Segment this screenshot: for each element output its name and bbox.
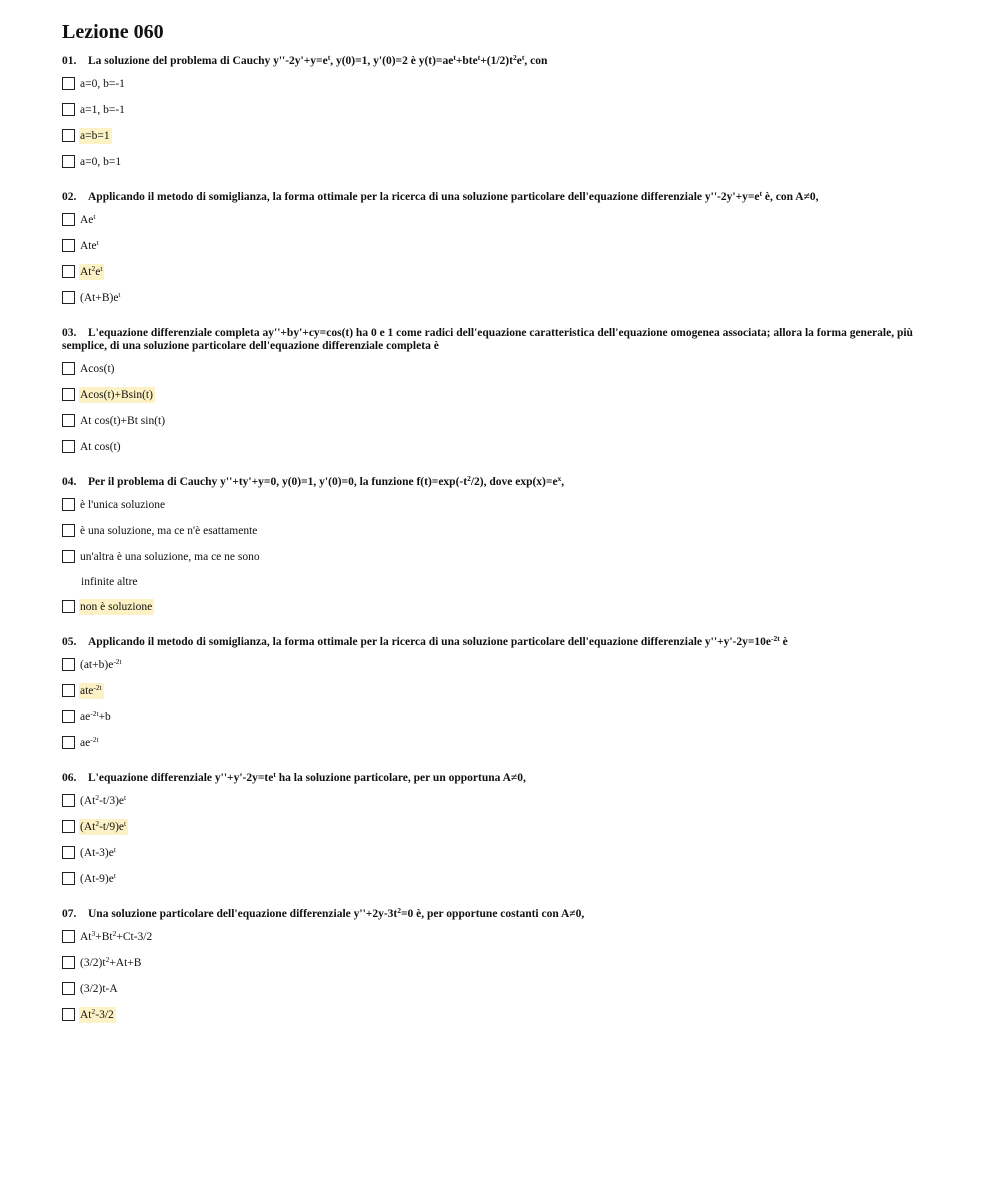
answer-option[interactable] xyxy=(62,930,942,946)
answer-label: Ate$^t$ xyxy=(80,238,99,252)
correct-answer-label: non è soluzione xyxy=(80,601,153,613)
question-1 xyxy=(62,55,942,191)
answer-label: a=1, b=-1 xyxy=(80,104,125,116)
answer-checkbox[interactable] xyxy=(62,956,75,969)
question-body: Applicando il metodo di somiglianza, la forma ottimale per la ricerca di una soluzione particolare dell'equazione differenziale $y''+y'-2y=10e^{-2t}$ è xyxy=(88,634,788,648)
answer-checkbox[interactable] xyxy=(62,265,75,278)
answer-checkbox[interactable] xyxy=(62,414,75,427)
answer-option[interactable] xyxy=(62,129,942,145)
question-6 xyxy=(62,772,942,908)
answer-option[interactable] xyxy=(62,155,942,171)
correct-answer-label: a=b=1 xyxy=(80,130,110,142)
answer-option[interactable] xyxy=(62,794,942,810)
correct-answer-label: $(At^2-t/9)e^t$ xyxy=(80,819,127,833)
answer-checkbox[interactable] xyxy=(62,684,75,697)
answer-option[interactable] xyxy=(62,846,942,862)
answer-label: $At^3+Bt^2+Ct-3/2$ xyxy=(80,929,153,943)
answer-option[interactable] xyxy=(62,982,942,998)
question-5 xyxy=(62,636,942,772)
answer-label: un'altra è una soluzione, ma ce ne sono xyxy=(80,551,260,563)
question-body: Per il problema di Cauchy y''+ty'+y=0, y(0)=1, y'(0)=0, la funzione $f(t)=\exp(-t^2/2)$, dove $\exp(x)=e^x$, xyxy=(88,474,565,488)
question-spacer xyxy=(62,466,942,476)
answer-option[interactable] xyxy=(62,291,942,307)
correct-answer-label: At$^2$-3/2 xyxy=(80,1007,114,1021)
answer-option[interactable] xyxy=(62,1008,942,1024)
answer-checkbox[interactable] xyxy=(62,846,75,859)
answer-option[interactable] xyxy=(62,498,942,514)
answer-checkbox[interactable] xyxy=(62,440,75,453)
answer-label: (3/2)t-A xyxy=(80,983,118,995)
answer-label: $ae^{-2t}$ xyxy=(80,735,99,749)
question-number: 02. xyxy=(62,191,77,203)
question-text xyxy=(62,55,942,68)
answer-label: è l'unica soluzione xyxy=(80,499,166,511)
answer-label-continuation: infinite altre xyxy=(81,576,138,588)
answer-label: Ae$^t$ xyxy=(80,212,96,226)
answer-checkbox[interactable] xyxy=(62,524,75,537)
answer-checkbox[interactable] xyxy=(62,498,75,511)
answer-option[interactable] xyxy=(62,956,942,972)
question-spacer xyxy=(62,898,942,908)
question-spacer xyxy=(62,762,942,772)
answer-checkbox[interactable] xyxy=(62,155,75,168)
answer-checkbox[interactable] xyxy=(62,600,75,613)
answer-option[interactable] xyxy=(62,658,942,674)
answer-label: $(At+B)e^t$ xyxy=(80,290,121,304)
question-number: 04. xyxy=(62,476,77,488)
answer-checkbox[interactable] xyxy=(62,550,75,563)
answer-label: $(3/2)t^2+At+B$ xyxy=(80,955,142,969)
answer-checkbox[interactable] xyxy=(62,1008,75,1021)
answer-option[interactable] xyxy=(62,362,942,378)
question-spacer xyxy=(62,626,942,636)
question-text xyxy=(62,636,942,649)
answer-label: a=0, b=1 xyxy=(80,156,122,168)
answer-checkbox[interactable] xyxy=(62,362,75,375)
answer-checkbox[interactable] xyxy=(62,872,75,885)
answer-option[interactable] xyxy=(62,600,942,616)
answer-checkbox[interactable] xyxy=(62,388,75,401)
question-body: Applicando il metodo di somiglianza, la forma ottimale per la ricerca di una soluzione particolare dell'equazione differenziale $y''-2y'+y=e^t$ è, con A≠0, xyxy=(88,189,819,203)
question-spacer xyxy=(62,1034,942,1044)
answer-label: $(At-9)e^t$ xyxy=(80,871,116,885)
answer-label: Acos(t) xyxy=(80,363,115,375)
answer-checkbox[interactable] xyxy=(62,982,75,995)
question-2 xyxy=(62,191,942,327)
question-number: 07. xyxy=(62,908,77,920)
answer-checkbox[interactable] xyxy=(62,820,75,833)
question-number: 01. xyxy=(62,55,77,67)
question-text xyxy=(62,908,942,921)
answer-option[interactable] xyxy=(62,736,942,752)
question-text xyxy=(62,191,942,204)
answer-option[interactable] xyxy=(62,239,942,255)
question-body: Una soluzione particolare dell'equazione differenziale $y''+2y-3t^2=0$ è, per opportune costanti con A≠0, xyxy=(88,906,585,920)
answer-option[interactable] xyxy=(62,710,942,726)
answer-option[interactable] xyxy=(62,524,942,540)
answer-label: $(at+b)e^{-2t}$ xyxy=(80,657,122,671)
question-spacer xyxy=(62,317,942,327)
question-list xyxy=(62,55,942,1044)
question-7 xyxy=(62,908,942,1044)
question-3 xyxy=(62,327,942,476)
answer-label: At cos(t) xyxy=(80,441,121,453)
answer-label: $(At^2-t/3)e^t$ xyxy=(80,793,127,807)
answer-option[interactable] xyxy=(62,388,942,404)
answer-checkbox[interactable] xyxy=(62,658,75,671)
answer-option[interactable] xyxy=(62,77,942,93)
document-page xyxy=(62,20,942,1044)
question-text xyxy=(62,327,942,353)
answer-option[interactable] xyxy=(62,820,942,836)
question-body: La soluzione del problema di Cauchy $y''-2y'+y=e^t$, y(0)=1, y'(0)=2 è $y(t)=ae^t+bte^t+(1/2)t^2e^t$, con xyxy=(88,53,548,67)
answer-checkbox[interactable] xyxy=(62,710,75,723)
answer-option[interactable] xyxy=(62,872,942,888)
answer-option[interactable] xyxy=(62,550,942,566)
correct-answer-label: ate$^{-2t}$ xyxy=(80,683,102,697)
question-text xyxy=(62,772,942,785)
answer-label: At cos(t)+Bt sin(t) xyxy=(80,415,166,427)
question-number: 05. xyxy=(62,636,77,648)
answer-label: $ae^{-2t}+b$ xyxy=(80,709,111,723)
question-number: 06. xyxy=(62,772,77,784)
answer-checkbox[interactable] xyxy=(62,291,75,304)
question-number: 03. xyxy=(62,327,77,339)
answer-label: $(At-3)e^t$ xyxy=(80,845,116,859)
answer-label: è una soluzione, ma ce n'è esattamente xyxy=(80,525,258,537)
question-4 xyxy=(62,476,942,636)
answer-checkbox[interactable] xyxy=(62,77,75,90)
answer-label: a=0, b=-1 xyxy=(80,78,125,90)
answer-checkbox[interactable] xyxy=(62,794,75,807)
answer-option[interactable] xyxy=(62,213,942,229)
answer-option[interactable] xyxy=(62,265,942,281)
answer-checkbox[interactable] xyxy=(62,213,75,226)
question-body: L'equazione differenziale completa ay''+by'+cy=cos(t) ha 0 e 1 come radici dell'equazione caratteristica dell'equazione omogenea associata; allora la forma generale, più semplice, di una soluzione particolare dell'equazione differenziale completa è xyxy=(62,327,913,352)
answer-checkbox[interactable] xyxy=(62,239,75,252)
answer-option[interactable] xyxy=(62,103,942,119)
correct-answer-label: $At^2e^t$ xyxy=(80,264,103,278)
answer-option[interactable] xyxy=(62,414,942,430)
question-spacer xyxy=(62,181,942,191)
answer-checkbox[interactable] xyxy=(62,930,75,943)
question-text xyxy=(62,476,942,489)
answer-option[interactable] xyxy=(62,684,942,700)
correct-answer-label: Acos(t)+Bsin(t) xyxy=(80,389,153,401)
page-title: Lezione 060 xyxy=(62,21,164,43)
answer-checkbox[interactable] xyxy=(62,736,75,749)
answer-option[interactable] xyxy=(62,440,942,456)
answer-checkbox[interactable] xyxy=(62,129,75,142)
question-body: L'equazione differenziale $y''+y'-2y=te^t$ ha la soluzione particolare, per un opportuna A≠0, xyxy=(88,770,526,784)
answer-checkbox[interactable] xyxy=(62,103,75,116)
